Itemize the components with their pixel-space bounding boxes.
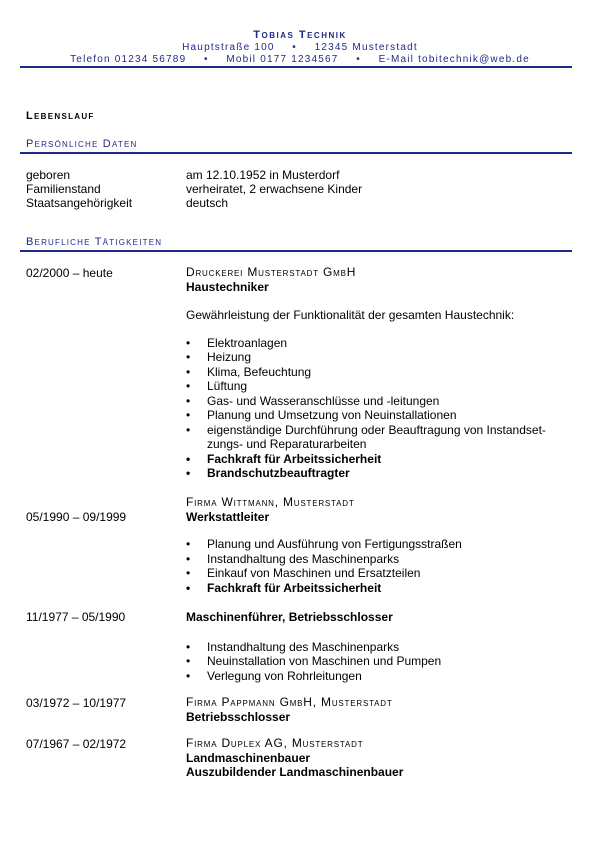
list-item: • Einkauf von Maschinen und Ersatzteilen: [186, 566, 566, 581]
list-item: • Neuinstallation von Maschinen und Pumpen: [186, 654, 566, 669]
list-item: • Instandhaltung des Maschinenparks: [186, 552, 566, 567]
header-rule: [20, 66, 572, 68]
list-item: • Heizung: [186, 350, 566, 365]
job-position: Landmaschinenbauer: [186, 750, 311, 765]
list-item: • Klima, Befeuchtung: [186, 365, 566, 380]
list-item: • Gas- und Wasseranschlüsse und -leitungen: [186, 394, 566, 409]
document-title: Lebenslauf: [26, 110, 95, 122]
job-period: 02/2000 – heute: [26, 266, 113, 280]
applicant-name: Tobias Technik: [253, 29, 347, 41]
job-description: Gewährleistung der Funktionalität der gesamten Haustechnik:: [186, 308, 515, 322]
job-period: 11/1977 – 05/1990: [26, 610, 126, 624]
job-entry: [186, 695, 566, 724]
job-period: 05/1990 – 09/1999: [26, 510, 127, 524]
separator: •: [203, 54, 209, 65]
mobile: Mobil 0177 1234567: [226, 54, 339, 65]
job-entry: [186, 265, 566, 481]
job-task-list: [186, 640, 566, 684]
job-task-list: [186, 537, 566, 595]
list-item: • Fachkraft für Arbeitssicherheit: [186, 452, 566, 467]
city: 12345 Musterstadt: [314, 42, 418, 53]
job-entry: [186, 736, 566, 780]
job-company: Firma Wittmann, Musterstadt: [186, 495, 355, 509]
list-item: • Elektroanlagen: [186, 336, 566, 351]
job-period: 03/1972 – 10/1977: [26, 696, 127, 710]
address-line: [0, 42, 600, 54]
email: E-Mail tobitechnik@web.de: [378, 54, 530, 65]
job-position: Maschinenführer, Betriebsschlosser: [186, 610, 393, 624]
separator: •: [292, 42, 297, 53]
section-title-personal: Persönliche Daten: [26, 138, 138, 150]
letterhead: [0, 28, 600, 66]
personal-label: geboren: [26, 168, 71, 182]
list-item: • Planung und Ausführung von Fertigungsstraßen: [186, 537, 566, 552]
list-item: • Verlegung von Rohrleitungen: [186, 669, 566, 684]
job-company: Druckerei Musterstadt GmbH: [186, 265, 357, 279]
section-title-career: Berufliche Tätigkeiten: [26, 236, 163, 248]
job-entry: [186, 495, 566, 595]
list-item: • Fachkraft für Arbeitssicherheit: [186, 581, 566, 596]
list-item: • eigenständige Durchführung oder Beauftragung von Instandset-zungs- und Reparaturarbeiten: [186, 423, 566, 452]
street: Hauptstraße 100: [182, 42, 275, 53]
list-item: • Lüftung: [186, 379, 566, 394]
job-position: Werkstattleiter: [186, 509, 270, 524]
contact-line: [0, 54, 600, 66]
list-item: • Planung und Umsetzung von Neuinstallationen: [186, 408, 566, 423]
job-period: 07/1967 – 02/1972: [26, 737, 127, 751]
phone: Telefon 01234 56789: [70, 54, 187, 65]
personal-value: am 12.10.1952 in Musterdorf: [186, 168, 340, 182]
job-task-list: [186, 336, 566, 481]
list-item: • Brandschutzbeauftragter: [186, 466, 566, 481]
separator: •: [356, 54, 361, 65]
job-position-secondary: Auszubildender Landmaschinenbauer: [186, 765, 404, 779]
job-position: Haustechniker: [186, 279, 269, 294]
job-company: Firma Duplex AG, Musterstadt: [186, 736, 364, 750]
personal-label: Staatsangehörigkeit: [26, 196, 133, 210]
personal-label: Familienstand: [26, 182, 101, 196]
job-position: Betriebsschlosser: [186, 709, 291, 724]
job-company: Firma Pappmann GmbH, Musterstadt: [186, 695, 393, 709]
personal-value: verheiratet, 2 erwachsene Kinder: [186, 182, 363, 196]
section-rule: [20, 152, 572, 154]
personal-value: deutsch: [186, 196, 229, 210]
section-rule: [20, 250, 572, 252]
list-item: • Instandhaltung des Maschinenparks: [186, 640, 566, 655]
job-entry: [186, 610, 566, 683]
